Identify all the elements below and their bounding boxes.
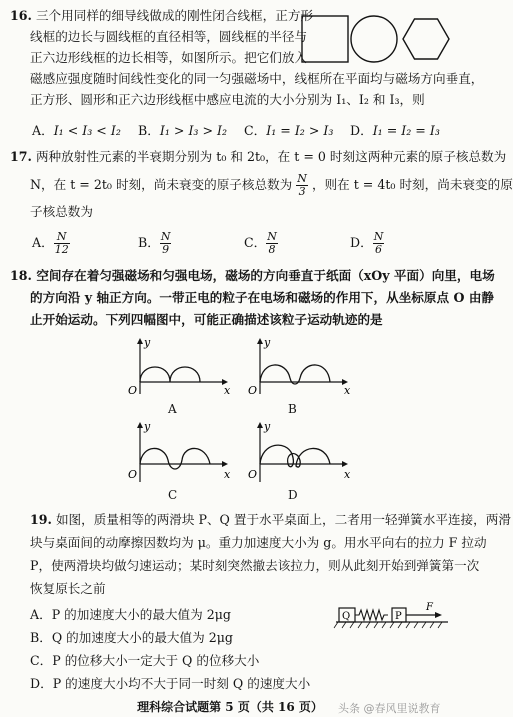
q16-option-d: D．I₁ = I₂ = I₃ — [350, 123, 440, 138]
q18-line-2: 的方向沿 y 轴正方向。一带正电的粒子在电场和磁场的作用下，从坐标原点 O 由静 — [30, 290, 495, 305]
svg-text:F: F — [426, 602, 433, 613]
q16-line-5: 正方形、圆形和正六边形线框中感应电流的大小分别为 I₁、I₂ 和 I₃，则 — [30, 92, 425, 107]
q18-figure-d — [238, 420, 350, 486]
q19-option-c: C．P 的位移大小一定大于 Q 的位移大小 — [30, 653, 260, 668]
svg-text:P: P — [395, 611, 402, 622]
q19-line-1: 19. 如图，质量相等的两滑块 P、Q 置于水平桌面上，二者用一轻弹簧水平连接，两滑 — [30, 512, 511, 527]
hexagon-loop — [403, 19, 449, 59]
q17-line-2: N，在 t = 2t₀ 时刻，尚未衰变的原子核总数为 $\frac{N}{3}$ ，则在 t = 4t₀ 时刻，尚未衰变的原 — [30, 172, 513, 198]
q16-option-b: B．I₁ > I₃ > I₂ — [138, 123, 228, 138]
trajectory-a — [140, 367, 200, 382]
svg-text:x: x — [224, 468, 231, 481]
svg-text:O: O — [128, 468, 138, 481]
q19-figure — [336, 598, 452, 632]
svg-text:y: y — [144, 420, 151, 433]
q18-figure-a — [118, 336, 230, 398]
q18-caption-d: D — [288, 488, 298, 502]
q16-option-a: A．I₁ < I₃ < I₂ — [32, 123, 121, 138]
q19-option-d: D．P 的速度大小均不大于同一时刻 Q 的速度大小 — [30, 676, 311, 691]
q16-line-3: 正六边形线框的边长相等，如图所示。把它们放入 — [30, 50, 308, 65]
q19-number: 19. — [30, 512, 52, 527]
q19-line-3: P，使两滑块均做匀速运动；某时刻突然撤去该拉力，则从此刻开始到弹簧第一次 — [30, 558, 480, 573]
q17-fraction: $\frac{N}{3}$ — [297, 172, 307, 198]
q18-caption-a: A — [168, 402, 177, 416]
q17-option-b: B． $\frac{N}{9}$ — [138, 230, 171, 256]
q17-number: 17. — [10, 149, 32, 164]
q18-figure-b — [238, 336, 350, 398]
q17-line-1: 17. 两种放射性元素的半衰期分别为 t₀ 和 2t₀，在 t = 0 时刻这两种元素的原子核总数为 — [10, 149, 507, 164]
svg-text:x: x — [344, 468, 351, 481]
q16-line-2: 线框的边长与圆线框的直径相等，圆线框的半径与 — [30, 29, 308, 44]
square-loop — [302, 16, 348, 62]
svg-text:x: x — [224, 384, 231, 397]
svg-text:x: x — [344, 384, 351, 397]
q18-figure-c — [118, 420, 230, 486]
q16-figure — [300, 10, 450, 72]
circle-loop — [351, 16, 397, 62]
q18-caption-b: B — [288, 402, 297, 416]
svg-text:Q: Q — [342, 611, 351, 622]
q19-option-a: A．P 的加速度大小的最大值为 2μg — [30, 607, 231, 622]
q16-option-c: C．I₁ = I₂ > I₃ — [244, 123, 334, 138]
q17-option-c: C． $\frac{N}{8}$ — [244, 230, 277, 256]
spring — [355, 610, 388, 620]
q16-line-4: 磁感应强度随时间线性变化的同一匀强磁场中，线框所在平面均与磁场方向垂直， — [30, 71, 484, 86]
q19-line-4: 恢复原长之前 — [30, 581, 106, 596]
svg-text:y: y — [144, 336, 151, 349]
q18-caption-c: C — [168, 488, 178, 502]
page-footer: 理科综合试题第 5 页（共 16 页） — [137, 700, 323, 714]
q16-number: 16. — [10, 8, 32, 23]
svg-text:y: y — [264, 336, 271, 349]
svg-text:y: y — [264, 420, 271, 433]
trajectory-b — [260, 365, 330, 384]
q17-line-3: 子核总数为 — [30, 204, 93, 219]
trajectory-c — [140, 448, 210, 469]
svg-text:O: O — [248, 384, 258, 397]
q18-line-1: 18. 空间存在着匀强磁场和匀强电场，磁场的方向垂直于纸面（xOy 平面）向里，电场 — [10, 268, 495, 283]
q19-option-b: B．Q 的加速度大小的最大值为 2μg — [30, 630, 233, 645]
q18-number: 18. — [10, 268, 32, 283]
svg-text:O: O — [128, 384, 138, 397]
q19-line-2: 块与桌面间的动摩擦因数均为 μ。重力加速度大小为 g。用水平向右的拉力 F 拉动 — [30, 535, 487, 550]
q17-option-d: D． $\frac{N}{6}$ — [350, 230, 384, 256]
svg-text:O: O — [248, 468, 258, 481]
watermark: 头条 @春风里说教育 — [338, 702, 441, 715]
q17-option-a: A． $\frac{N}{12}$ — [32, 230, 69, 256]
q18-line-3: 止开始运动。下列四幅图中，可能正确描述该粒子运动轨迹的是 — [30, 312, 383, 327]
q16-line-1: 16. 三个用同样的细导线做成的刚性闭合线框，正方形 — [10, 8, 313, 23]
